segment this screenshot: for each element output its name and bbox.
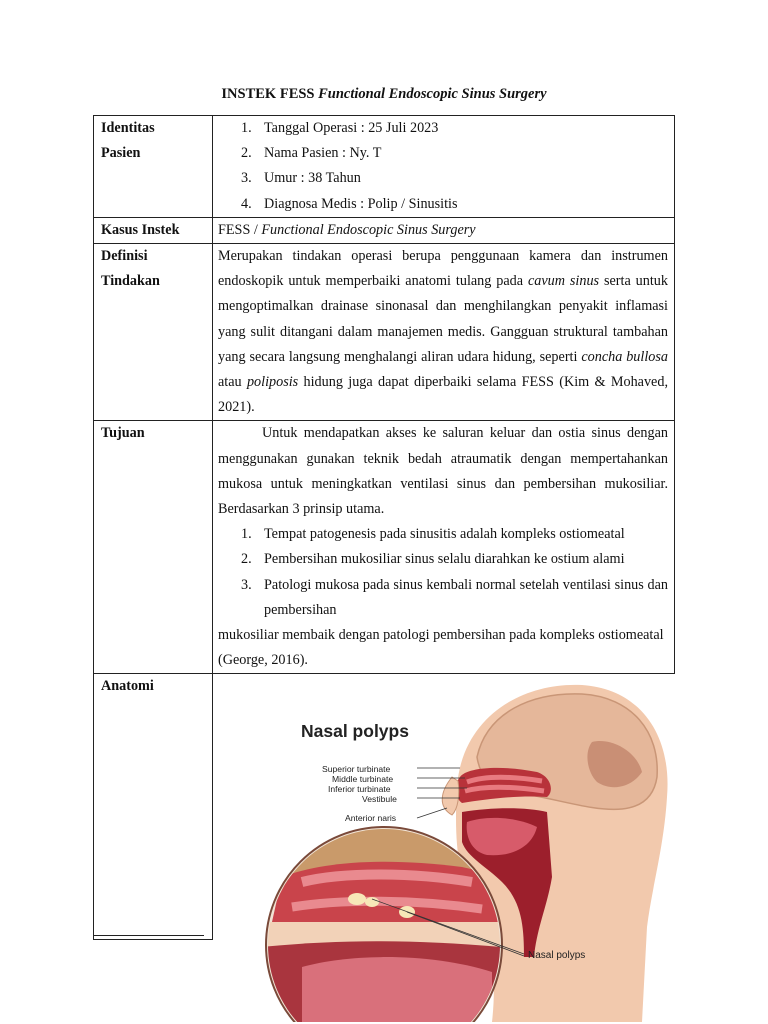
value-kasus: FESS / Functional Endoscopic Sinus Surgery [213, 217, 675, 243]
label-nasal-polyps: Nasal polyps [528, 950, 586, 961]
figure-title: Nasal polyps [301, 721, 409, 741]
list-item: 4. Diagnosa Medis : Polip / Sinusitis [241, 195, 458, 212]
list-item: 3. Umur : 38 Tahun [241, 170, 361, 187]
document-title [0, 86, 768, 103]
row-tujuan [94, 421, 675, 674]
label-inferior-turbinate: Inferior turbinate [328, 784, 391, 794]
row-kasus [94, 217, 675, 243]
label-tujuan: Tujuan [94, 421, 213, 674]
label-superior-turbinate: Superior turbinate [322, 764, 391, 774]
value-tujuan [213, 421, 675, 674]
value-identitas [213, 116, 675, 218]
row-definisi [94, 244, 675, 421]
label-anatomi: Anatomi [94, 674, 213, 940]
label-anterior-naris: Anterior naris [345, 813, 397, 823]
tujuan-list [218, 522, 668, 623]
list-item: 2. Nama Pasien : Ny. T [241, 145, 382, 162]
identitas-list [218, 116, 668, 217]
table-bottom-border [93, 935, 204, 936]
tujuan-intro: Untuk mendapatkan akses ke saluran keluar dan ostia sinus dengan menggunakan gunakan teknik bedah atraumatik dengan mempertahankan mukosa untuk meningkatkan ventilasi sinus dan pembersihan mukosiliar. Berdasarkan 3 prinsip utama. [218, 425, 668, 518]
list-item: 1. Tempat patogenesis pada sinusitis adalah kompleks ostiomeatal [241, 526, 625, 543]
row-identitas [94, 116, 675, 218]
list-item: 3. Patologi mukosa pada sinus kembali normal setelah ventilasi sinus dan pembersihan [241, 576, 668, 618]
title-bold: INSTEK FESS [221, 86, 319, 102]
list-item: 2. Pembersihan mukosiliar sinus selalu diarahkan ke ostium alami [241, 551, 625, 568]
label-identitas: Identitas Pasien [94, 116, 213, 218]
label-middle-turbinate: Middle turbinate [332, 774, 394, 784]
label-vestibule: Vestibule [362, 794, 397, 804]
tujuan-closing: mukosiliar membaik dengan patologi pembersihan pada kompleks ostiomeatal (George, 2016). [218, 627, 664, 669]
label-definisi: Definisi Tindakan [94, 244, 213, 421]
list-item: 1. Tanggal Operasi : 25 Juli 2023 [241, 120, 439, 136]
title-italic: Functional Endoscopic Sinus Surgery [318, 86, 547, 102]
label-kasus: Kasus Instek [94, 217, 213, 243]
value-definisi: Merupakan tindakan operasi berupa penggunaan kamera dan instrumen endoskopik untuk memperbaiki anatomi tulang pada cavum sinus serta untuk mengoptimalkan drainase sinonasal dan menghilangkan penyakit inflamasi yang sulit ditangani dalam manajemen medis. Gangguan struktural tambahan yang secara langsung menghalangi aliran udara hidung, seperti concha bullosa atau poliposis hidung juga dapat diperbaiki selama FESS (Kim & Mohaved, 2021). [213, 244, 675, 421]
